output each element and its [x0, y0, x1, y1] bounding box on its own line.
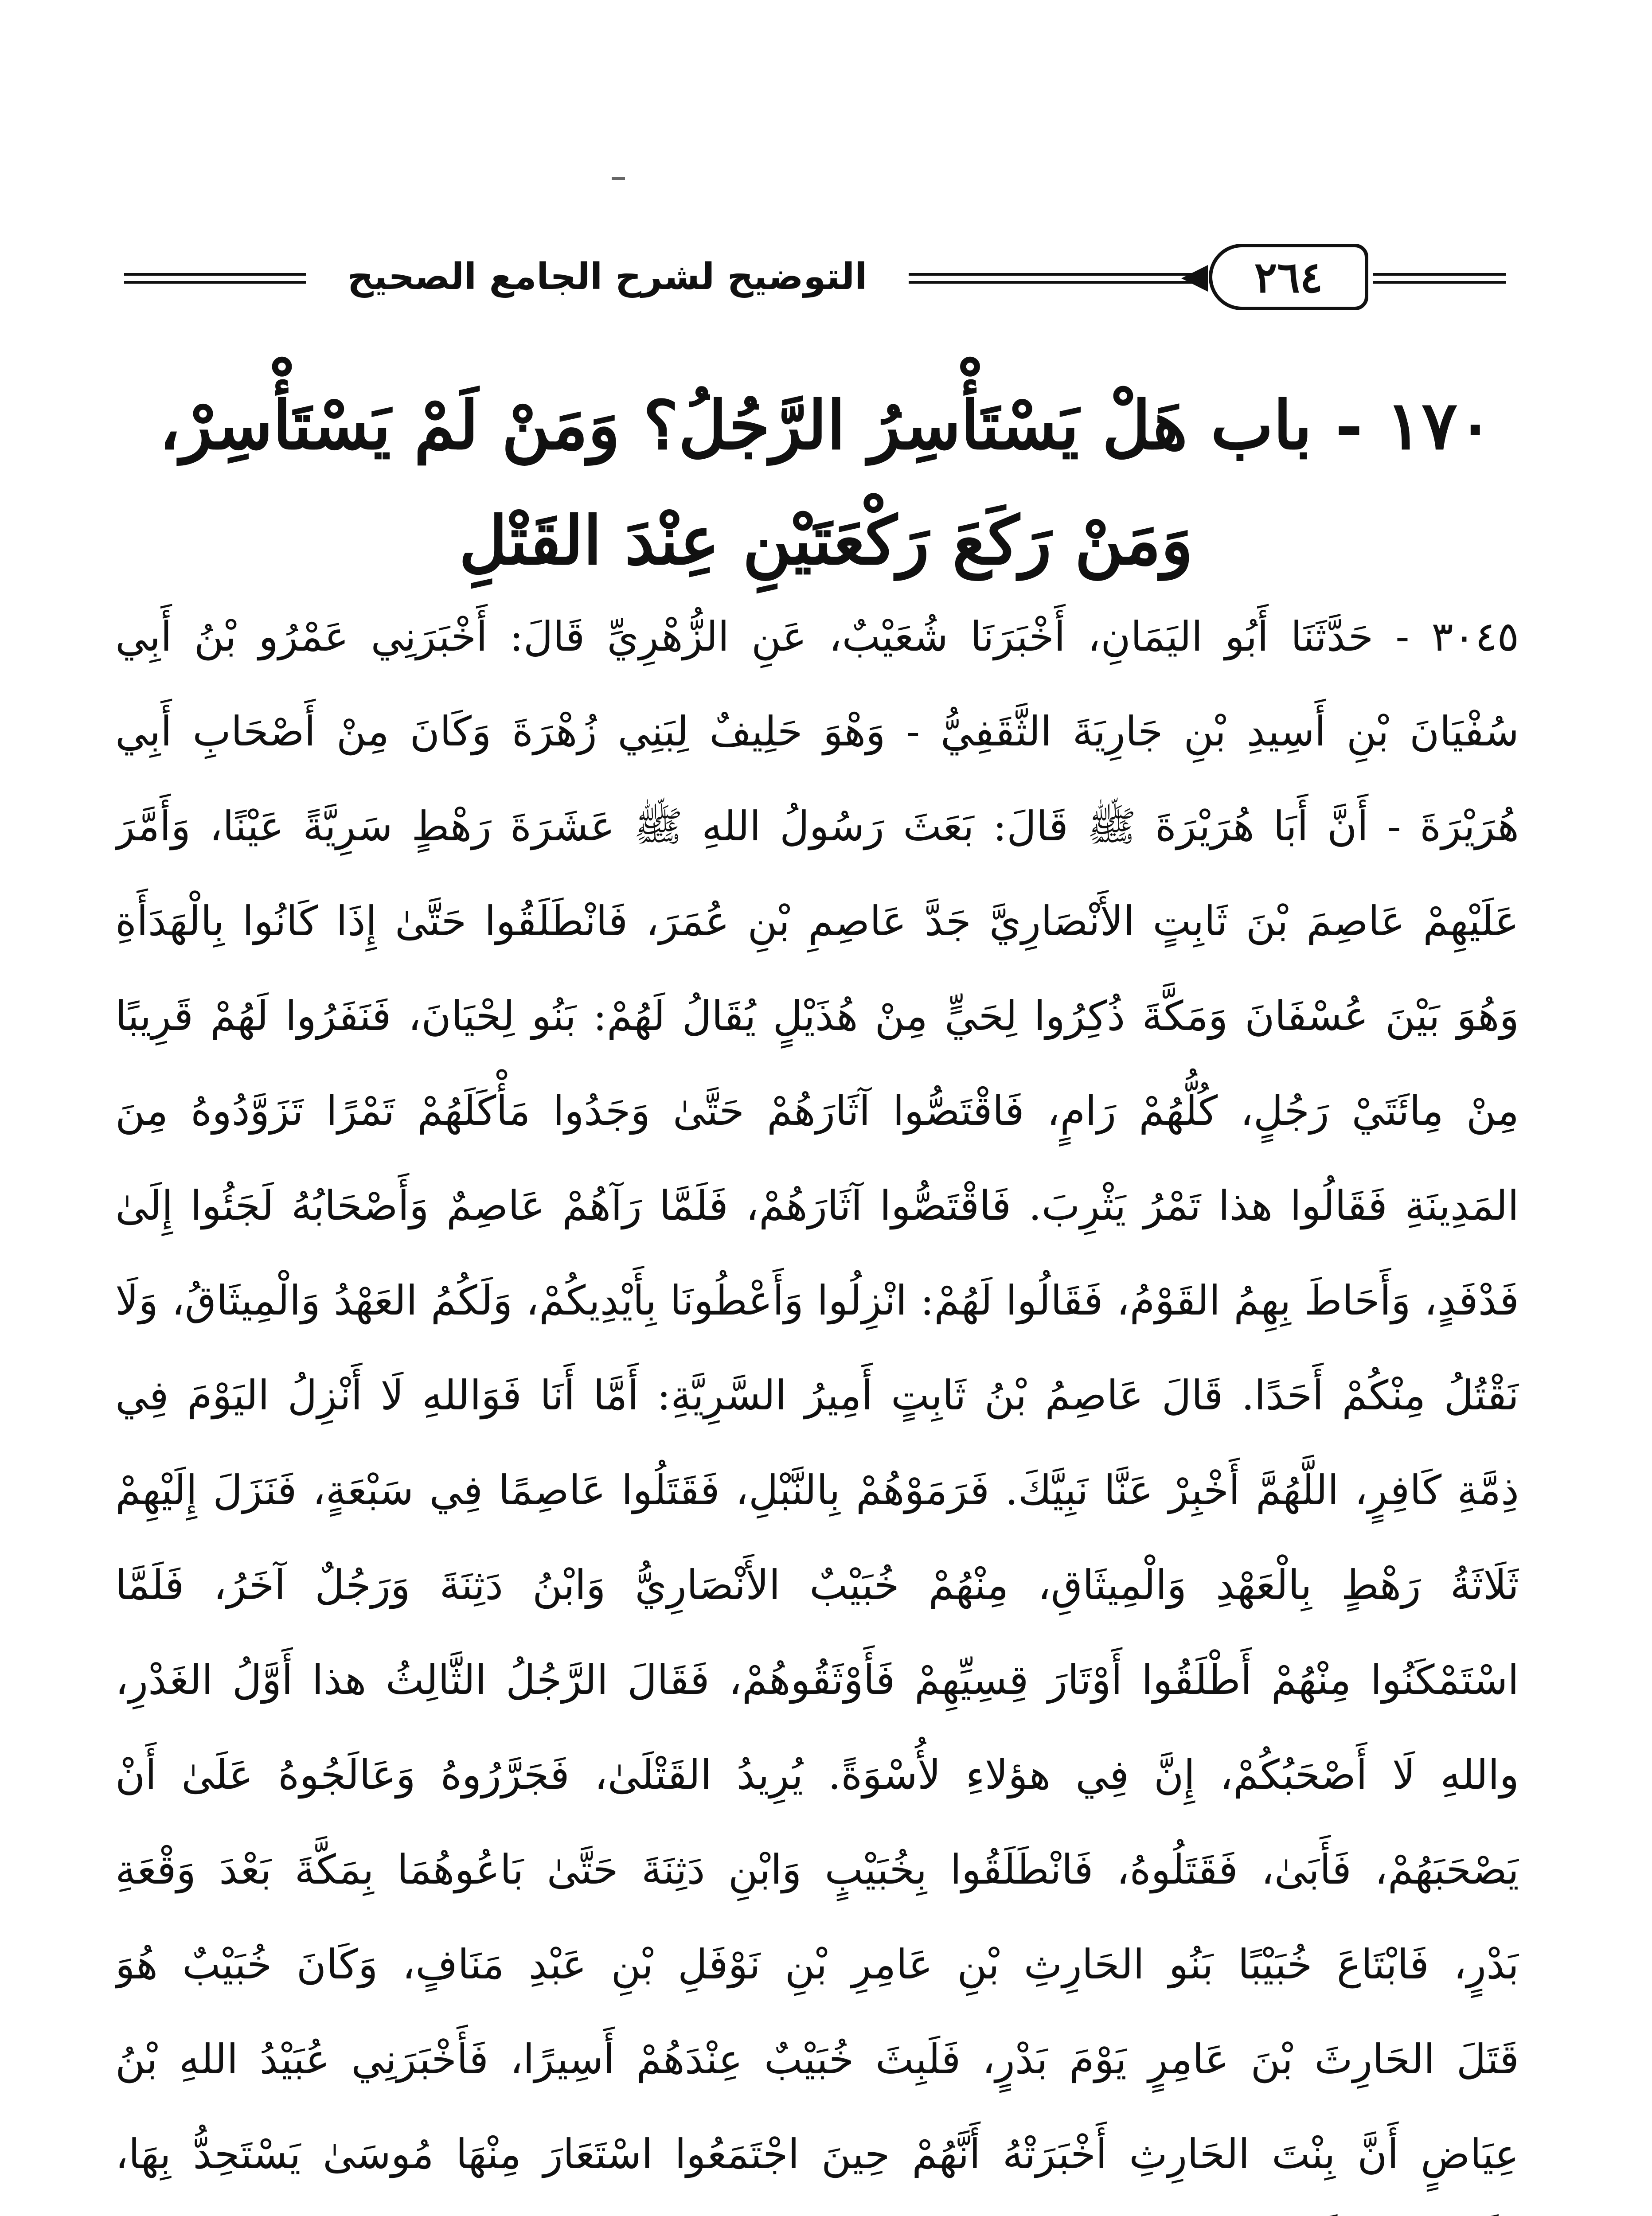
text-line: قَتَلَ الحَارِثَ بْنَ عَامِرٍ يَوْمَ بَدْرٍ، فَلَبِثَ خُبَيْبٌ عِنْدَهُمْ أَسِيرًا، فَأَخْبَرَنِي عُبَيْدُ اللهِ بْنُ [115, 2036, 1519, 2083]
chapter-heading-line-1: ١٧٠ - باب هَلْ يَسْتَأْسِرُ الرَّجُلُ؟ وَمَنْ لَمْ يَسْتَأْسِرْ، [159, 386, 1493, 464]
text-line: وَهُوَ بَيْنَ عُسْفَانَ وَمَكَّةَ ذُكِرُوا لِحَيٍّ مِنْ هُذَيْلٍ يُقَالُ لَهُمْ: بَنُو لِحْيَانَ، فَنَفَرُوا لَهُمْ قَرِيبًا [115, 992, 1519, 1040]
text-line: واللهِ لَا أَصْحَبُكُمْ، إِنَّ فِي هؤلاءِ لأُسْوَةً. يُرِيدُ القَتْلَىٰ، فَجَرَّرُوهُ وَعَالَجُوهُ عَلَىٰ أَنْ [115, 1751, 1519, 1799]
text-line: اسْتَمْكَنُوا مِنْهُمْ أَطْلَقُوا أَوْتَارَ قِسِيِّهِمْ فَأَوْثَقُوهُمْ، فَقَالَ الرَّجُلُ الثَّالِثُ هذا أَوَّلُ الغَدْرِ، [115, 1656, 1519, 1704]
text-line: ٣٠٤٥ - حَدَّثَنَا أَبُو اليَمَانِ، أَخْبَرَنَا شُعَيْبٌ، عَنِ الزُّهْرِيِّ قَالَ: أَخْبَرَنِي عَمْرُو بْنُ أَبِي [115, 613, 1519, 660]
chapter-heading [133, 368, 1519, 598]
page-number-badge: ٢٦٤ [1209, 244, 1368, 310]
text-line: عِيَاضٍ أَنَّ بِنْتَ الحَارِثِ أَخْبَرَتْهُ أَنَّهُمْ حِينَ اجْتَمَعُوا اسْتَعَارَ مِنْهَا مُوسَىٰ يَسْتَحِدُّ بِهَا، [115, 2130, 1519, 2178]
running-title: التوضيح لشرح الجامع الصحيح [347, 256, 867, 298]
text-line: نَقْتُلُ مِنْكُمْ أَحَدًا. قَالَ عَاصِمُ بْنُ ثَابِتٍ أَمِيرُ السَّرِيَّةِ: أَمَّا أَنَا فَوَاللهِ لَا أَنْزِلُ اليَوْمَ فِي [115, 1372, 1519, 1419]
text-line: هُرَيْرَةَ - أَنَّ أَبَا هُرَيْرَةَ ﷺ قَالَ: بَعَثَ رَسُولُ اللهِ ﷺ عَشَرَةَ رَهْطٍ سَرِيَّةً عَيْنًا، وَأَمَّرَ [115, 803, 1519, 850]
text-line: بَدْرٍ، فَابْتَاعَ خُبَيْبًا بَنُو الحَارِثِ بْنِ عَامِرِ بْنِ نَوْفَلِ بْنِ عَبْدِ مَنَافٍ، وَكَانَ خُبَيْبٌ هُوَ [115, 1941, 1519, 1988]
text-line: يَصْحَبَهُمْ، فَأَبَىٰ، فَقَتَلُوهُ، فَانْطَلَقُوا بِخُبَيْبٍ وَابْنِ دَثِنَةَ حَتَّىٰ بَاعُوهُمَا بِمَكَّةَ بَعْدَ وَقْعَةِ [115, 1846, 1519, 1893]
header-rule-left [124, 273, 306, 284]
text-line [115, 2202, 1519, 2216]
text-line: فَدْفَدٍ، وَأَحَاطَ بِهِمُ القَوْمُ، فَقَالُوا لَهُمْ: انْزِلُوا وَأَعْطُونَا بِأَيْدِيكُمْ، وَلَكُمُ العَهْدُ وَالْمِيثَاقُ، وَلَا [115, 1277, 1519, 1324]
chapter-heading-line-2: وَمَنْ رَكَعَ رَكْعَتَيْنِ عِنْدَ القَتْلِ [459, 502, 1193, 580]
header-rule-middle [909, 273, 1200, 284]
text-line: ثَلَاثَةُ رَهْطٍ بِالْعَهْدِ وَالْمِيثَاقِ، مِنْهُمْ خُبَيْبٌ الأَنْصَارِيُّ وَابْنُ دَثِنَةَ وَرَجُلٌ آخَرُ، فَلَمَّا [115, 1561, 1519, 1609]
header-rule-right [1373, 273, 1506, 284]
running-header [98, 235, 1554, 319]
text-line: سُفْيَانَ بْنِ أَسِيدِ بْنِ جَارِيَةَ الثَّقَفِيُّ - وَهْوَ حَلِيفٌ لِبَنِي زُهْرَةَ وَكَانَ مِنْ أَصْحَابِ أَبِي [115, 708, 1519, 755]
text-line: المَدِينَةِ فَقَالُوا هذا تَمْرُ يَثْرِبَ. فَاقْتَصُّوا آثَارَهُمْ، فَلَمَّا رَآهُمْ عَاصِمٌ وَأَصْحَابُهُ لَجَئُوا إِلَىٰ [115, 1182, 1519, 1229]
text-line: ذِمَّةِ كَافِرٍ، اللَّهُمَّ أَخْبِرْ عَنَّا نَبِيَّكَ. فَرَمَوْهُمْ بِالنَّبْلِ، فَقَتَلُوا عَاصِمًا فِي سَبْعَةٍ، فَنَزَلَ إِلَيْهِمْ [115, 1467, 1519, 1514]
hadith-text [115, 589, 1519, 2216]
text-line: مِنْ مِائَتَيْ رَجُلٍ، كُلُّهُمْ رَامٍ، فَاقْتَصُّوا آثَارَهُمْ حَتَّىٰ وَجَدُوا مَأْكَلَهُمْ تَمْرًا تَزَوَّدُوهُ مِنَ [115, 1087, 1519, 1135]
text-line: عَلَيْهِمْ عَاصِمَ بْنَ ثَابِتٍ الأَنْصَارِيَّ جَدَّ عَاصِمِ بْنِ عُمَرَ، فَانْطَلَقُوا حَتَّىٰ إِذَا كَانُوا بِالْهَدَأَةِ [115, 897, 1519, 945]
scan-mark [612, 177, 625, 180]
